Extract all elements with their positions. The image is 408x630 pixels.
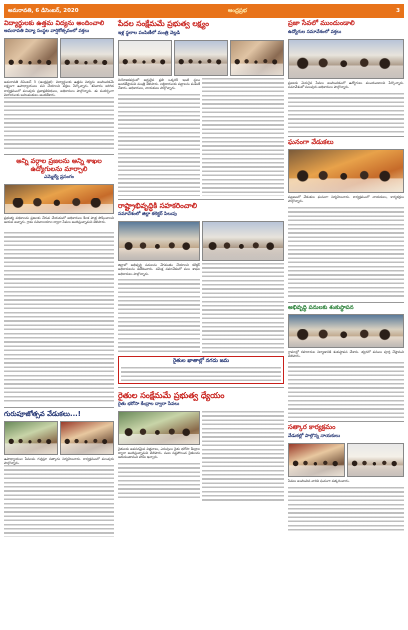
header-masthead: ఆంధ్రప్రభ bbox=[227, 8, 247, 14]
article-text-block bbox=[288, 487, 404, 531]
photo-row-4 bbox=[118, 221, 284, 261]
subheadline-employees: ఎమ్మెల్యే ప్రసంగం bbox=[44, 175, 74, 181]
divider bbox=[118, 199, 284, 200]
news-photo bbox=[118, 221, 200, 261]
news-photo bbox=[118, 40, 172, 76]
divider bbox=[288, 421, 404, 422]
news-photo bbox=[4, 38, 58, 78]
headline-celebrations: ఘనంగా వేడుకలు bbox=[288, 138, 334, 147]
news-photo bbox=[288, 149, 404, 193]
news-photo bbox=[230, 40, 284, 76]
headline-education: విద్యార్థులకు ఉత్తమ విద్యను అందించాలి bbox=[4, 19, 105, 27]
article-body: గ్రామాల్లో రహదారుల నిర్మాణానికి శంకుస్థాపన చేశారు. త్వరలో పనులు పూర్తి చేస్తామని తెలిపారు. bbox=[288, 349, 404, 358]
article-body: పట్టణంలో వేడుకలు ఘనంగా నిర్వహించారు. కార్యక్రమంలో నాయకులు, కార్యకర్తలు పాల్గొన్నారు. bbox=[288, 194, 404, 203]
article-body: రైతులకు అవసరమైన విత్తనాలు, ఎరువులు రైతు భరోసా కేంద్రాల ద్వారా అందిస్తున్నామని తెలిపారు. పంట నష్టపోయిన రైతులను ఆదుకుంటామని హామీ ఇచ్చారు. bbox=[118, 447, 200, 460]
boxed-news bbox=[118, 356, 284, 384]
headline-felicitation: సత్కార కార్యక్రమం bbox=[288, 423, 336, 432]
news-photo bbox=[347, 443, 404, 477]
article-body: ఉపాధ్యాయుల సేవలను గుర్తిస్తూ సత్కారం నిర్వహించారు. కార్యక్రమంలో పలువురు పాల్గొన్నారు. bbox=[4, 456, 114, 465]
news-photo bbox=[118, 411, 200, 445]
box-headline: రైతుల ఖాతాల్లో నగదు జమ bbox=[172, 358, 229, 365]
article-text-block bbox=[118, 463, 200, 501]
subheadline-education: అమరావతి విద్యా సంస్థల వార్షికోత్సవంలో వక్తలు bbox=[4, 29, 90, 35]
article-text-block bbox=[4, 97, 114, 151]
headline-public-service: ప్రజా సేవలో ముందుండాలి bbox=[288, 19, 355, 27]
article-text-block bbox=[202, 78, 284, 196]
article-text-block bbox=[202, 411, 284, 501]
header-date: అమరావతి, 6 డిసెంబర్, 2020 bbox=[8, 8, 79, 14]
article-text-block bbox=[118, 279, 200, 353]
photo-row-1 bbox=[4, 38, 114, 78]
news-photo bbox=[202, 221, 284, 261]
divider bbox=[118, 387, 284, 388]
news-photo bbox=[288, 443, 345, 477]
column-center bbox=[118, 20, 284, 501]
article-text-block bbox=[288, 93, 404, 133]
headline-welfare: పేదల సంక్షేమమే ప్రభుత్వ లక్ష్యం bbox=[118, 19, 209, 28]
article-text-block bbox=[288, 207, 404, 299]
article-text-block bbox=[288, 362, 404, 418]
headline-employees: అన్ని వర్గాల ప్రజలను అన్ని శాఖల ఉద్యోగులను మార్చాలి bbox=[16, 156, 102, 173]
photo-row-5 bbox=[288, 443, 404, 477]
article-columns bbox=[118, 78, 284, 196]
news-photo bbox=[288, 314, 404, 348]
article-body: ప్రభుత్వ పథకాలను ప్రజలకు చేరువ చేయడంలో అధికారులు కీలక పాత్ర పోషించాలని ఆయన అన్నారు. గ్రామ సచివాలయాల ద్వారా సేవలు అందిస్తున్నామని తెలిపారు. bbox=[4, 216, 114, 225]
news-photo bbox=[60, 38, 114, 78]
article-text-block bbox=[4, 465, 114, 537]
divider bbox=[4, 407, 114, 408]
news-photo bbox=[4, 421, 58, 455]
article-body: జిల్లాలో అభివృద్ధి పనులను వేగవంతం చేయాలని కలెక్టర్ అధికారులను ఆదేశించారు. సమీక్ష సమావేశంలో పలు శాఖల అధికారులు పాల్గొన్నారు. bbox=[118, 263, 200, 276]
photo-row-3 bbox=[118, 40, 284, 76]
header-page-number: 3 bbox=[396, 8, 400, 14]
article-body: నియోజకవర్గంలో అర్హులైన ప్రతి ఒక్కరికీ ఇంటి స్థలం అందజేస్తామని మంత్రి తెలిపారు. లబ్ధిదారులకు పట్టాలను పంపిణీ చేశారు. అధికారులు, నాయకులు పాల్గొన్నారు. bbox=[118, 77, 200, 90]
article-body: ప్రజలకు మెరుగైన సేవలు అందించడంలో ఉద్యోగులు ముందుండాలని పేర్కొన్నారు. సమావేశంలో పలువురు అధికారులు పాల్గొన్నారు. bbox=[288, 80, 404, 89]
article-body: సేవలు అందించిన వారిని ఘనంగా సత్కరించారు. bbox=[288, 478, 350, 483]
subheadline-public-service: ఉద్యోగుల సమావేశంలో వక్తలు bbox=[288, 29, 342, 35]
article-text-block bbox=[202, 263, 284, 353]
photo-row-2 bbox=[4, 421, 114, 455]
article-columns bbox=[118, 263, 284, 353]
divider bbox=[4, 154, 114, 155]
article-text-block bbox=[121, 367, 281, 381]
headline-farmers: రైతుల సంక్షేమమే ప్రభుత్వ ధ్యేయం bbox=[118, 390, 225, 400]
article-text-block bbox=[4, 232, 114, 404]
subheadline-welfare: ఇళ్ల స్థలాల పంపిణీలో మంత్రి వెల్లడి bbox=[118, 30, 180, 36]
subheadline-development: సమావేశంలో జిల్లా కలెక్టర్ పిలుపు bbox=[118, 212, 177, 218]
news-photo bbox=[60, 421, 114, 455]
article-body: అమరావతి డిసెంబర్ 5 (ఆంధ్రప్రభ): విద్యార్థులకు ఉత్తమ విద్యను అందించడమే లక్ష్యంగా ఉపాధ్యాయులు పని చేయాలని వక్తలు పేర్కొన్నారు. శనివారం జరిగిన కార్యక్రమంలో పలువురు ప్రజాప్రతినిధులు, అధికారులు పాల్గొన్నారు. ఈ సందర్భంగా విద్యార్థులకు బహుమతులు అందజేశారు. bbox=[4, 80, 114, 97]
news-photo bbox=[4, 184, 114, 214]
article-text-block bbox=[118, 94, 200, 196]
headline-development: రాష్ట్రాభివృద్ధికి సహకరించాలి bbox=[118, 201, 197, 211]
headline-teachers-day: గురుపూజోత్సవ వేడుకలు...! bbox=[4, 409, 81, 418]
divider bbox=[288, 136, 404, 137]
news-photo bbox=[174, 40, 228, 76]
subheadline-farmers: రైతు భరోసా కేంద్రాల ద్వారా సేవలు bbox=[118, 402, 180, 408]
article-columns bbox=[118, 411, 284, 501]
headline-foundation: అభివృద్ధి పనులకు శంకుస్థాపన bbox=[288, 305, 354, 312]
divider bbox=[288, 302, 404, 303]
page-header bbox=[4, 4, 404, 18]
subheadline-felicitation: వేడుకల్లో పాల్గొన్న నాయకులు bbox=[288, 433, 341, 439]
column-left bbox=[4, 20, 114, 537]
news-photo bbox=[288, 39, 404, 79]
column-right bbox=[288, 20, 404, 531]
